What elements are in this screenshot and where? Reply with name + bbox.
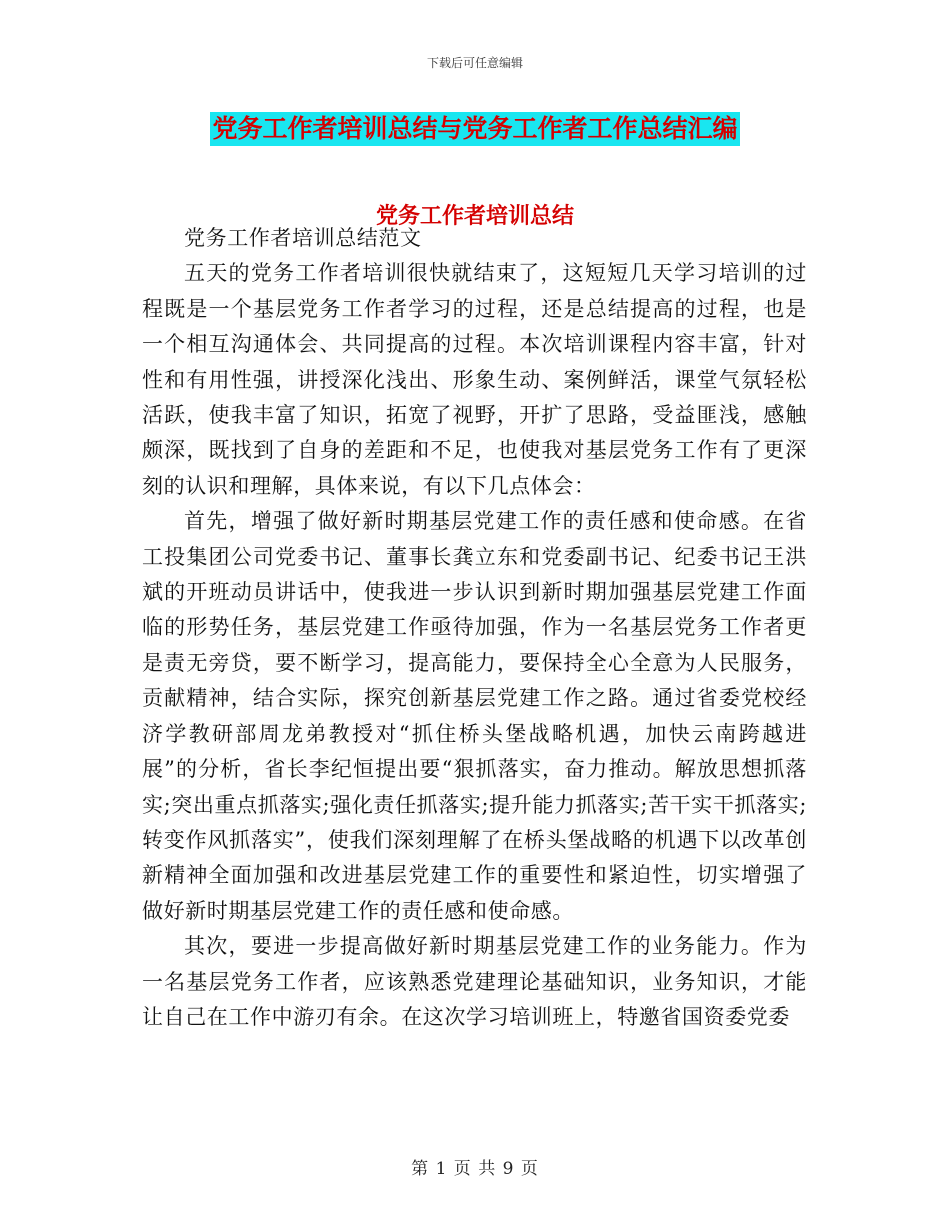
paragraph: 五天的党务工作者培训很快就结束了，这短短几天学习培训的过程既是一个基层党务工作者学习的过程，还是总结提高的过程，也是一个相互沟通体会、共同提高的过程。本次培训课程内容丰富，针对性和有用性强，讲授深化浅出、形象生动、案例鲜活，课堂气氛轻松活跃，使我丰富了知识，拓宽了视野，开扩了思路，受益匪浅，感触颇深，既找到了自身的差距和不足，也使我对基层党务工作有了更深刻的认识和理解，具体来说，有以下几点体会： (142, 261, 807, 498)
paragraph: 其次，要进一步提高做好新时期基层党建工作的业务能力。作为一名基层党务工作者，应该熟悉党建理论基础知识，业务知识，才能让自己在工作中游刃有余。在这次学习培训班上，特邀省国资委党委 (142, 934, 807, 1029)
header-note: 下载后可任意编辑 (426, 56, 523, 70)
paragraph-subhead: 党务工作者培训总结范文 (184, 226, 422, 250)
document-title (0, 112, 950, 146)
section-title: 党务工作者培训总结 (375, 204, 574, 229)
paragraph: 首先，增强了做好新时期基层党建工作的责任感和使命感。在省工投集团公司党委书记、董事长龚立东和党委副书记、纪委书记王洪斌的开班动员讲话中，使我进一步认识到新时期加强基层党建工作面临的形势任务，基层党建工作亟待加强，作为一名基层党务工作者更是责无旁贷，要不断学习，提高能力，要保持全心全意为人民服务，贡献精神，结合实际，探究创新基层党建工作之路。通过省委党校经济学教研部周龙弟教授对“抓住桥头堡战略机遇，加快云南跨越进展”的分析，省长李纪恒提出要“狠抓落实，奋力推动。解放思想抓落实;突出重点抓落实;强化责任抓落实;提升能力抓落实;苦干实干抓落实;转变作风抓落实”，使我们深刻理解了在桥头堡战略的机遇下以改革创新精神全面加强和改进基层党建工作的重要性和紧迫性，切实增强了做好新时期基层党建工作的责任感和使命感。 (142, 509, 807, 923)
page-number-footer: 第 1 页 共 9 页 (411, 1159, 539, 1179)
document-title-text: 党务工作者培训总结与党务工作者工作总结汇编 (210, 112, 739, 146)
document-body (142, 221, 807, 1035)
